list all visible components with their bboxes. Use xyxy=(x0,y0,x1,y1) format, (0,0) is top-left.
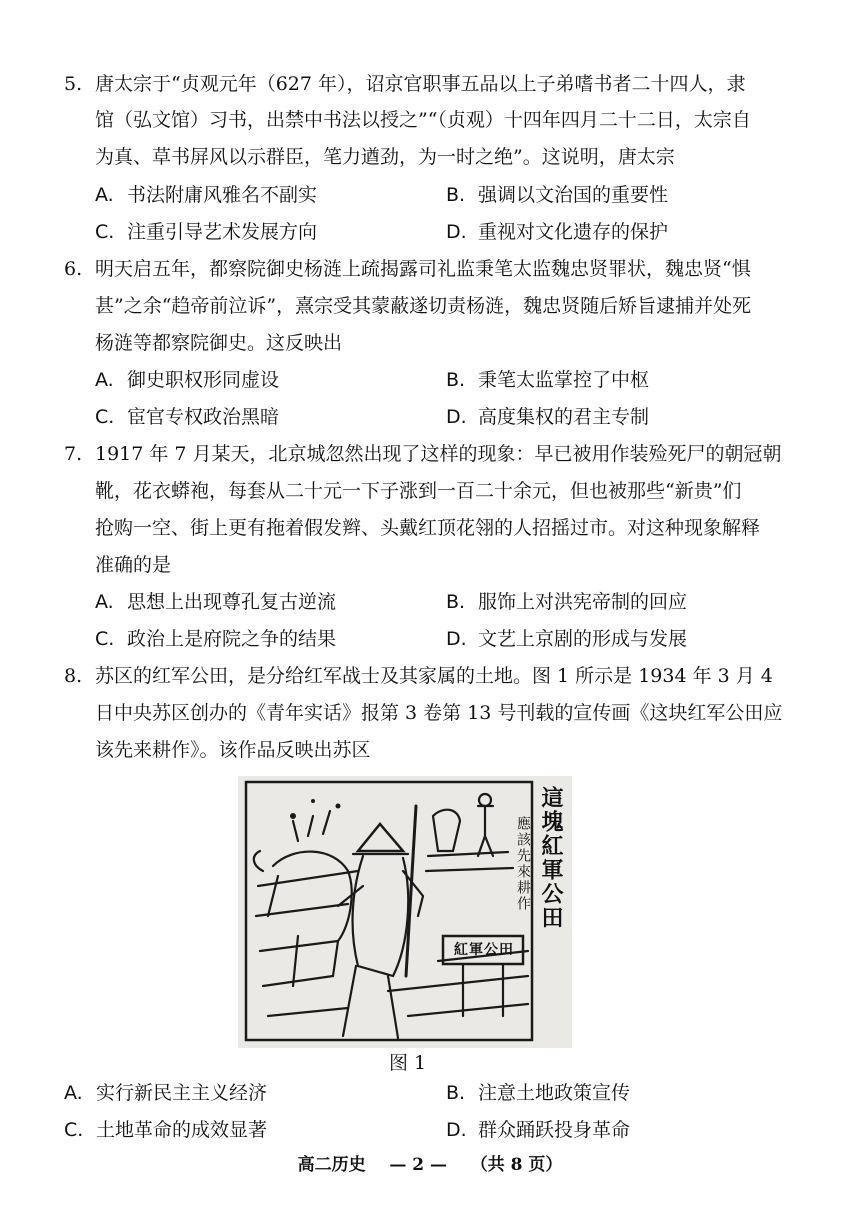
option-b: B. 服饰上对洪宪帝制的回应 xyxy=(446,591,688,613)
question-text-line: 日中央苏区创办的《青年实话》报第 3 卷第 13 号刊载的宣传画《这块红军公田应 xyxy=(95,702,783,724)
figure-1-propaganda-drawing xyxy=(238,776,572,1048)
option-a: A. 书法附庸风雅名不副实 xyxy=(95,184,318,206)
question-text-line: 甚”之余“趋帝前泣诉”，熹宗受其蒙蔽遂切责杨涟，魏忠贤随后矫旨逮捕并处死 xyxy=(95,295,752,317)
option-a: A. 实行新民主主义经济 xyxy=(64,1082,268,1104)
option-a: A. 思想上出现尊孔复古逆流 xyxy=(95,591,337,613)
footer-page-number: — 2 — xyxy=(389,1155,447,1175)
question-text-line: 1917 年 7 月某天，北京城忽然出现了这样的现象：早已被用作装殓死尸的朝冠朝 xyxy=(95,443,782,465)
option-c: C. 政治上是府院之争的结果 xyxy=(95,628,337,650)
option-d: D. 文艺上京剧的形成与发展 xyxy=(446,628,688,650)
option-d: D. 高度集权的君主专制 xyxy=(446,406,650,428)
question-text-line: 明天启五年，都察院御史杨涟上疏揭露司礼监秉笔太监魏忠贤罪状，魏忠贤“惧 xyxy=(95,258,751,280)
question-number: 6. xyxy=(64,258,83,280)
option-b: B. 强调以文治国的重要性 xyxy=(446,184,669,206)
question-text-line: 苏区的红军公田，是分给红军战士及其家属的土地。图 1 所示是 1934 年 3 月 4 xyxy=(95,665,773,687)
figure-vertical-title: 這塊紅軍公田 xyxy=(538,786,564,930)
question-text-line: 杨涟等都察院御史。这反映出 xyxy=(95,332,343,354)
question-text-line: 靴，花衣蟒袍，每套从二十元一下子涨到一百二十余元，但也被那些“新贵”们 xyxy=(95,480,742,502)
question-number: 8. xyxy=(64,665,83,687)
question-number: 7. xyxy=(64,443,83,465)
option-b: B. 注意土地政策宣传 xyxy=(446,1082,631,1104)
question-number: 5. xyxy=(64,73,83,95)
footer-subject: 高二历史 xyxy=(297,1155,366,1175)
option-c: C. 注重引导艺术发展方向 xyxy=(95,221,318,243)
option-a: A. 御史职权形同虚设 xyxy=(95,369,280,391)
question-text-line: 唐太宗于“贞观元年（627 年），诏京官职事五品以上子弟嗜书者二十四人，隶 xyxy=(95,73,746,95)
figure-caption: 图 1 xyxy=(389,1052,427,1074)
question-text-line: 准确的是 xyxy=(95,554,172,576)
figure-vertical-subtitle: 應該先來耕作 xyxy=(515,816,531,912)
question-text-line: 为真、草书屏风以示群臣，笔力遒劲，为一时之绝”。这说明，唐太宗 xyxy=(95,146,675,168)
footer-total-pages: （共 8 页） xyxy=(470,1155,563,1175)
figure-sign-text: 紅軍公田 xyxy=(454,942,514,958)
option-d: D. 群众踊跃投身革命 xyxy=(446,1119,631,1141)
question-text-line: 该先来耕作》。该作品反映出苏区 xyxy=(95,739,371,761)
question-text-line: 抢购一空、街上更有拖着假发辫、头戴红顶花翎的人招摇过市。对这种现象解释 xyxy=(95,517,761,539)
page-footer xyxy=(0,1150,860,1175)
question-text-line: 馆（弘文馆）习书，出禁中书法以授之”“（贞观）十四年四月二十二日，太宗自 xyxy=(95,109,751,131)
option-c: C. 土地革命的成效显著 xyxy=(64,1119,268,1141)
option-b: B. 秉笔太监掌控了中枢 xyxy=(446,369,650,391)
option-d: D. 重视对文化遗存的保护 xyxy=(446,221,669,243)
option-c: C. 宦官专权政治黑暗 xyxy=(95,406,280,428)
